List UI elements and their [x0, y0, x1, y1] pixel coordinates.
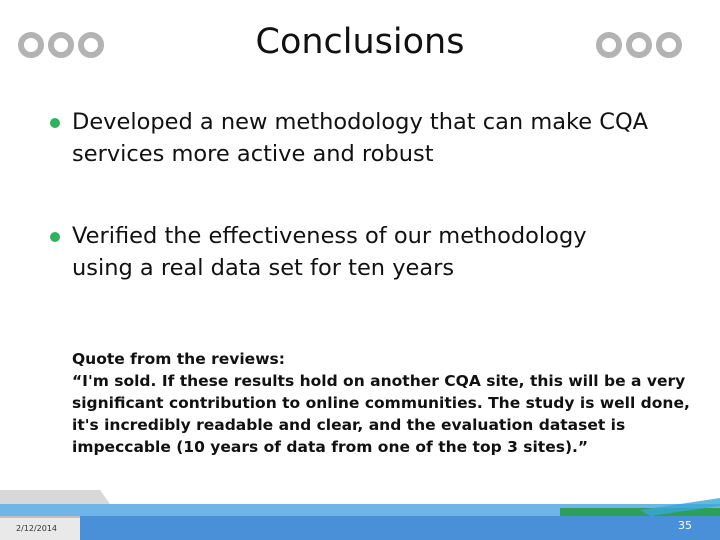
footer-date: 2/12/2014	[16, 524, 58, 533]
footer-stripes	[0, 490, 720, 540]
decorative-circles-right	[596, 32, 682, 58]
page-number: 35	[678, 519, 692, 532]
quote-heading: Quote from the reviews:	[72, 350, 285, 368]
bullet-item	[50, 106, 690, 170]
circle-icon	[626, 32, 652, 58]
slide-title: Conclusions	[255, 22, 465, 62]
review-quote	[72, 348, 692, 458]
circle-icon	[596, 32, 622, 58]
date-box	[0, 516, 80, 540]
circle-icon	[656, 32, 682, 58]
bullet-text: Verified the effectiveness of our methodology using a real data set for ten years	[72, 223, 587, 281]
bullet-item	[50, 220, 690, 284]
quote-body: “I'm sold. If these results hold on another CQA site, this will be a very significant contribution to online communities. The study is well done, it's incredibly readable and clear, and the evaluation dataset is impeccable (10 years of data from one of the top 3 sites).”	[72, 372, 690, 456]
bullet-text: Developed a new methodology that can make CQA services more active and robust	[72, 109, 649, 167]
bullet-dot-icon	[50, 118, 60, 128]
footer	[0, 490, 720, 540]
bullet-dot-icon	[50, 232, 60, 242]
